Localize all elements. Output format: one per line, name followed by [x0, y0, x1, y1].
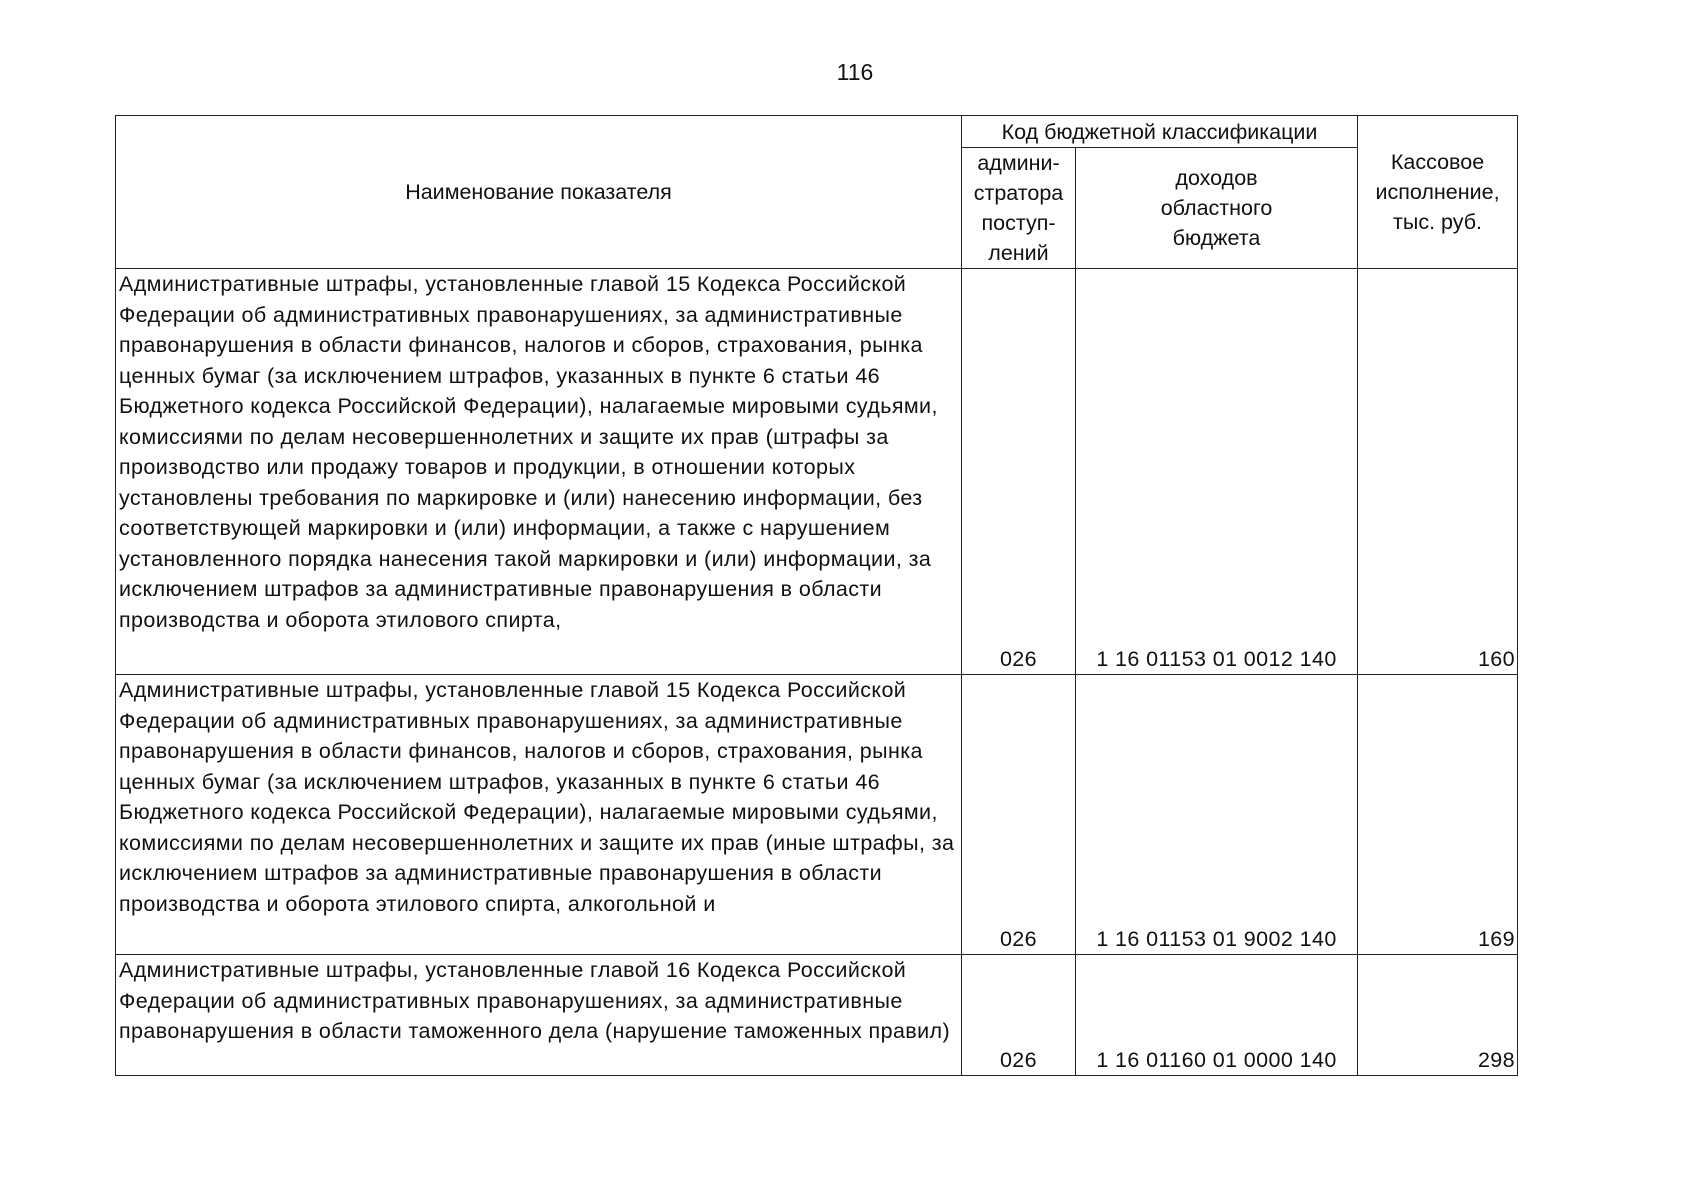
- header-cash-execution-label: Кассовое исполнение, тыс. руб.: [1375, 150, 1500, 234]
- income-code-cell: 1 16 01153 01 9002 140: [1076, 675, 1358, 955]
- budget-classification-table: [115, 115, 1518, 1076]
- cash-execution-cell: 160: [1358, 269, 1518, 675]
- header-income: [1076, 148, 1358, 269]
- cash-execution-cell: 169: [1358, 675, 1518, 955]
- header-income-label: доходов областного бюджета: [1160, 166, 1273, 250]
- header-administrator: [962, 148, 1076, 269]
- page-number: 116: [836, 59, 874, 85]
- table-row: [116, 675, 1518, 955]
- indicator-name-text: Административные штрафы, установленные главой 16 Кодекса Российской Федерации об административных правонарушениях, за административные правонарушения в области таможенного дела (нарушение таможенных правил): [119, 958, 951, 1043]
- indicator-name-cell: [116, 269, 962, 675]
- administrator-code-cell: 026: [962, 675, 1076, 955]
- indicator-name-text: Административные штрафы, установленные главой 15 Кодекса Российской Федерации об административных правонарушениях, за административные правонарушения в области финансов, налогов и сборов, страхования, рынка ценных бумаг (за исключением штрафов, указанных в пункте 6 статьи 46 Бюджетного кодекса Российской Федерации), налагаемые мировыми судьями, комиссиями по делам несовершеннолетних и защите их прав (штрафы за производство или продажу товаров и продукции, в отношении которых установлены требования по маркировке и (или) нанесению информации, без соответствующей маркировки и (или) информации, а также с нарушением установленного порядка нанесения такой маркировки и (или) информации, за исключением штрафов за административные правонарушения в области производства и оборота этилового спирта,: [119, 272, 938, 632]
- table-row: [116, 955, 1518, 1076]
- income-code-cell: 1 16 01153 01 0012 140: [1076, 269, 1358, 675]
- header-administrator-label: админи-стратора поступ-лений: [973, 151, 1064, 265]
- table-row: [116, 269, 1518, 675]
- administrator-code-cell: 026: [962, 269, 1076, 675]
- cash-execution-cell: 298: [1358, 955, 1518, 1076]
- indicator-name-text: Административные штрафы, установленные главой 15 Кодекса Российской Федерации об административных правонарушениях, за административные правонарушения в области финансов, налогов и сборов, страхования, рынка ценных бумаг (за исключением штрафов, указанных в пункте 6 статьи 46 Бюджетного кодекса Российской Федерации), налагаемые мировыми судьями, комиссиями по делам несовершеннолетних и защите их прав (иные штрафы, за исключением штрафов за административные правонарушения в области производства и оборота этилового спирта, алкогольной и: [119, 678, 955, 916]
- header-code-group: Код бюджетной классификации: [962, 116, 1358, 148]
- indicator-name-cell: [116, 955, 962, 1076]
- administrator-code-cell: 026: [962, 955, 1076, 1076]
- income-code-cell: 1 16 01160 01 0000 140: [1076, 955, 1358, 1076]
- header-indicator-name: Наименование показателя: [116, 116, 962, 269]
- header-cash-execution: [1358, 116, 1518, 269]
- indicator-name-cell: [116, 675, 962, 955]
